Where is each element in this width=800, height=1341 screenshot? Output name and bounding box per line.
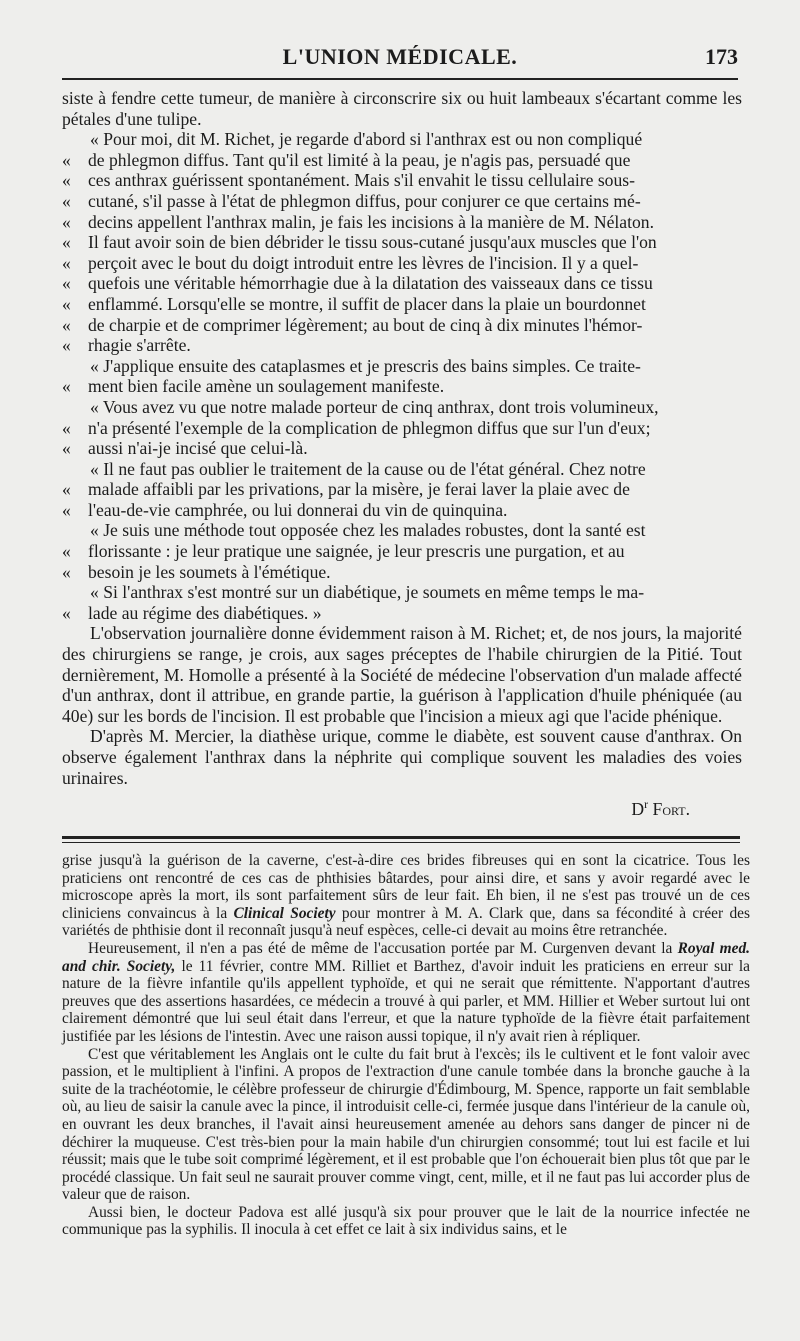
running-title: L'UNION MÉDICALE. bbox=[282, 44, 518, 69]
quote-line-text: rhagie s'arrête. bbox=[88, 335, 191, 356]
quote-line bbox=[62, 232, 742, 253]
quote-line bbox=[62, 335, 742, 356]
quote-line bbox=[88, 129, 742, 150]
paragraph: Aussi bien, le docteur Padova est allé jusqu'à six pour prouver que le lait de la nourrice infectée ne communique pas la syphilis. Il inocula à cet effet ce lait à six individus sains, et le bbox=[62, 1203, 750, 1239]
quote-line bbox=[62, 376, 742, 397]
quote-line-text: perçoit avec le bout du doigt introduit entre les lèvres de l'incision. Il y a quel- bbox=[88, 252, 639, 273]
quote-line-text: « Pour moi, dit M. Richet, je regarde d'abord si l'anthrax est ou non compliqué bbox=[90, 129, 643, 150]
guillemet-mark: « bbox=[62, 602, 71, 623]
quote-line bbox=[88, 397, 742, 418]
page-header bbox=[62, 42, 738, 74]
text-run: grise jusqu'à la guérison de la caverne, c'est-à-dire ces brides fibreuses qui en sont la cicatrice. Tous les praticiens ont rencontré de ces cas de phthisies bâtardes, pour ainsi dire, et sans y avoir regardé avec le microscope après la mort, ils sont parfaitement sûrs de leur fait. Eh bien, il ne s'est pas trouvé un de ces cliniciens convaincus à la bbox=[62, 852, 750, 922]
quote-line-text: florissante : je leur pratique une saignée, je leur prescris une purgation, et au bbox=[88, 541, 625, 562]
quote-line-text: « Si l'anthrax s'est montré sur un diabétique, je soumets en même temps le ma- bbox=[90, 582, 645, 603]
quote-line-text: de phlegmon diffus. Tant qu'il est limité à la peau, je n'agis pas, persuadé que bbox=[88, 149, 631, 170]
quote-line bbox=[62, 438, 742, 459]
quote-line-text: decins appellent l'anthrax malin, je fais les incisions à la manière de M. Nélaton. bbox=[88, 211, 654, 232]
guillemet-mark: « bbox=[62, 314, 71, 335]
guillemet-mark: « bbox=[62, 438, 71, 459]
quote-line bbox=[62, 314, 742, 336]
paragraph bbox=[62, 940, 750, 1046]
quote-line bbox=[88, 459, 742, 480]
guillemet-mark: « bbox=[62, 232, 71, 253]
quote-line-text: « Je suis une méthode tout opposée chez les malades robustes, dont la santé est bbox=[90, 520, 646, 541]
quote-line-text: l'eau-de-vie camphrée, ou lui donnerai du vin de quinquina. bbox=[88, 499, 508, 520]
guillemet-mark: « bbox=[62, 252, 71, 273]
guillemet-mark: « bbox=[62, 335, 71, 356]
guillemet-mark: « bbox=[62, 211, 71, 232]
paragraph: L'observation journalière donne évidemment raison à M. Richet; et, de nos jours, la majorité des chirurgiens se range, je crois, aux sages préceptes de l'habile chirurgien de la Pitié. Tout dernièrement, M. Homolle a présenté à la Société de médecine l'observation d'un malade affecté d'un anthrax, dont il attribue, en grande partie, la guérison à l'application d'huile phéniquée (au 40e) sur les bords de l'incision. Il est probable que l'incision a mieux agi que l'acide phénique. bbox=[62, 623, 742, 726]
quote-line bbox=[62, 273, 742, 294]
text-run: pour montrer à M. A. Clark que, dans sa fécondité à créer des variétés de phthisie dont il reconnaît jusqu'à neuf espèces, celle-ci devait au moins être retranchée. bbox=[62, 904, 750, 940]
paragraph: C'est que véritablement les Anglais ont le culte du fait brut à l'excès; ils le cultivent et le font valoir avec passion, et le multiplient à l'infini. A propos de l'extraction d'une canule tombée dans la bronche gauche à la suite de la trachéotomie, le célèbre professeur de chirurgie d'Édimbourg, M. Spence, rapporte un fait semblable où, au lieu de saisir la canule avec la pince, il introduisit celle-ci, fermée jusque dans l'intérieur de la canule où, en ouvrant les deux branches, il l'avait ainsi heureusement amenée au dehors sans danger de pincer ni de déchirer la muqueuse. C'est très-bien pour la main habile d'un chirurgien consommé; tout lui est facile et lui réussit; mais que le tube soit comprimé légèrement, et il est probable que l'on échouerait bien plus tôt que par le procédé classique. Un fait seul ne saurait prouver comme vingt, cent, mille, et il ne faut pas lui accorder plus de valeur que de raison. bbox=[62, 1045, 750, 1204]
paragraph: D'après M. Mercier, la diathèse urique, comme le diabète, est souvent cause d'anthrax. On observe également l'anthrax dans la néphrite qui complique souvent les maladies des voies urinaires. bbox=[62, 726, 742, 788]
text-run: Heureusement, il n'en a pas été de même de l'accusation portée par M. Curgenven devant la bbox=[88, 939, 678, 957]
quote-line-text: Il faut avoir soin de bien débrider le tissu sous-cutané jusqu'aux muscles que l'on bbox=[88, 232, 657, 253]
signature-sup: r bbox=[644, 797, 649, 812]
quote-line-text: ces anthrax guérissent spontanément. Mais s'il envahit le tissu cellulaire sous- bbox=[88, 170, 635, 191]
quote-line-text: ment bien facile amène un soulagement manifeste. bbox=[88, 376, 445, 397]
quote-line bbox=[88, 520, 742, 541]
quote-line bbox=[62, 561, 742, 583]
guillemet-mark: « bbox=[62, 499, 71, 520]
text-run: le 11 février, contre MM. Rilliet et Barthez, d'avoir induit les praticiens en erreur sur la nature de la fièvre infantile qu'ils appellent typhoïde, et qui ne serait que rémittente. N'apportant d'autres preuves que des assertions hasardées, ce médecin a trouvé à qui parler, et MM. Hillier et Weber surtout lui ont clairement démontré que lui seul était dans l'erreur, et que la nature typhoïde de la fièvre était parfaitement justifiée par les lésions de l'intestin. Avec une raison aussi topique, il n'y avait rien à répliquer. bbox=[62, 957, 750, 1045]
quote-line bbox=[62, 252, 742, 274]
quote-line-text: malade affaibli par les privations, par la misère, je ferai laver la plaie avec de bbox=[88, 479, 630, 500]
section-rule-thick bbox=[62, 836, 740, 839]
quote-paragraph bbox=[62, 129, 742, 356]
feuilleton-text bbox=[62, 852, 750, 1239]
society-name: Royal med. and chir. Society, bbox=[62, 939, 750, 975]
guillemet-mark: « bbox=[62, 561, 71, 582]
guillemet-mark: « bbox=[62, 541, 71, 562]
guillemet-mark: « bbox=[62, 170, 71, 191]
quote-line-text: n'a présenté l'exemple de la complication de phlegmon diffus que sur l'un d'eux; bbox=[88, 417, 651, 438]
quote-line-text: de charpie et de comprimer légèrement; au bout de cinq à dix minutes l'hémor- bbox=[88, 314, 643, 335]
quote-line bbox=[62, 417, 742, 439]
quote-line bbox=[62, 499, 742, 521]
quote-line bbox=[62, 293, 742, 315]
quote-paragraph bbox=[62, 520, 742, 582]
quote-line-text: « J'applique ensuite des cataplasmes et je prescris des bains simples. Ce traite- bbox=[90, 355, 641, 376]
article-conclusion bbox=[62, 88, 742, 820]
author-signature bbox=[62, 794, 742, 819]
guillemet-mark: « bbox=[62, 190, 71, 211]
quote-line bbox=[62, 149, 742, 171]
quote-line-text: quefois une véritable hémorrhagie due à la dilatation des vaisseaux dans ce tissu bbox=[88, 273, 653, 294]
paragraph: siste à fendre cette tumeur, de manière à circonscrire six ou huit lambeaux s'écartant comme les pétales d'une tulipe. bbox=[62, 88, 742, 129]
quote-line bbox=[88, 356, 742, 377]
section-rule-thin bbox=[62, 842, 740, 843]
signature-name: Fort. bbox=[652, 799, 690, 820]
quote-line-text: aussi n'ai-je incisé que celui-là. bbox=[88, 438, 308, 459]
quote-line-text: enflammé. Lorsqu'elle se montre, il suffit de placer dans la plaie un bourdonnet bbox=[88, 293, 646, 314]
paragraph bbox=[62, 852, 750, 940]
header-rule bbox=[62, 78, 738, 80]
quote-line bbox=[62, 170, 742, 191]
quote-line bbox=[62, 190, 742, 212]
guillemet-mark: « bbox=[62, 293, 71, 314]
quote-paragraph bbox=[62, 459, 742, 521]
quote-line bbox=[62, 541, 742, 562]
quote-line bbox=[62, 211, 742, 233]
quote-line-text: « Vous avez vu que notre malade porteur de cinq anthrax, dont trois volumineux, bbox=[90, 396, 659, 417]
guillemet-mark: « bbox=[62, 417, 71, 438]
signature-prefix: D bbox=[631, 799, 645, 820]
society-name: Clinical Society bbox=[233, 904, 336, 922]
quote-line-text: cutané, s'il passe à l'état de phlegmon diffus, pour conjurer ce que certains mé- bbox=[88, 190, 641, 211]
guillemet-mark: « bbox=[62, 273, 71, 294]
quote-line-text: besoin je les soumets à l'émétique. bbox=[88, 561, 331, 582]
quote-line bbox=[62, 479, 742, 500]
guillemet-mark: « bbox=[62, 376, 71, 397]
guillemet-mark: « bbox=[62, 479, 71, 500]
quote-line bbox=[88, 582, 742, 603]
quote-line bbox=[62, 602, 742, 624]
page-number: 173 bbox=[705, 44, 738, 69]
guillemet-mark: « bbox=[62, 149, 71, 170]
quote-line-text: lade au régime des diabétiques. » bbox=[88, 602, 322, 623]
quote-paragraph bbox=[62, 397, 742, 459]
quote-line-text: « Il ne faut pas oublier le traitement de la cause ou de l'état général. Chez notre bbox=[90, 458, 646, 479]
quote-paragraph bbox=[62, 582, 742, 623]
quote-paragraph bbox=[62, 356, 742, 397]
